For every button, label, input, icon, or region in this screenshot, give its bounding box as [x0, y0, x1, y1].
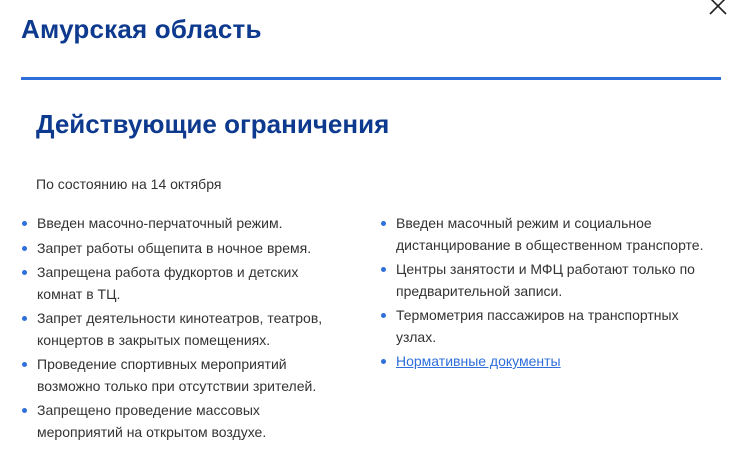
as-of-date: По состоянию на 14 октября: [36, 176, 222, 192]
list-item: Центры занятости и МФЦ работают только по предварительной записи.: [382, 259, 712, 302]
list-item: Запрет деятельности кинотеатров, театров, концертов в закрытых помещениях.: [23, 308, 343, 351]
list-item: Проведение спортивных мероприятий возможно только при отсутствии зрителей.: [23, 354, 343, 397]
list-item: Введен масочный режим и социальное дистанцирование в общественном транспорте.: [382, 213, 712, 256]
close-button[interactable]: [706, 0, 730, 18]
restrictions-list-left: [23, 213, 343, 446]
bullet-icon: [22, 362, 27, 367]
bullet-icon: [22, 270, 27, 275]
bullet-icon: [381, 359, 386, 364]
list-item: Запрещено проведение массовых мероприятий на открытом воздухе.: [23, 400, 343, 443]
list-item-documents: [382, 351, 712, 373]
bullet-icon: [22, 246, 27, 251]
divider: [21, 77, 721, 80]
bullet-icon: [381, 267, 386, 272]
bullet-icon: [22, 221, 27, 226]
bullet-icon: [381, 221, 386, 226]
bullet-icon: [22, 316, 27, 321]
list-item: Запрещена работа фудкортов и детских комнат в ТЦ.: [23, 262, 343, 305]
list-item: Запрет работы общепита в ночное время.: [23, 238, 343, 260]
documents-link[interactable]: Нормативные документы: [396, 353, 561, 369]
close-icon: [706, 0, 730, 18]
list-item: Введен масочно-перчаточный режим.: [23, 213, 343, 235]
region-title: Амурская область: [21, 14, 262, 44]
bullet-icon: [22, 408, 27, 413]
list-item: Термометрия пассажиров на транспортных узлах.: [382, 305, 712, 348]
restrictions-list-right: [382, 213, 712, 376]
bullet-icon: [381, 313, 386, 318]
section-title: Действующие ограничения: [36, 109, 390, 139]
